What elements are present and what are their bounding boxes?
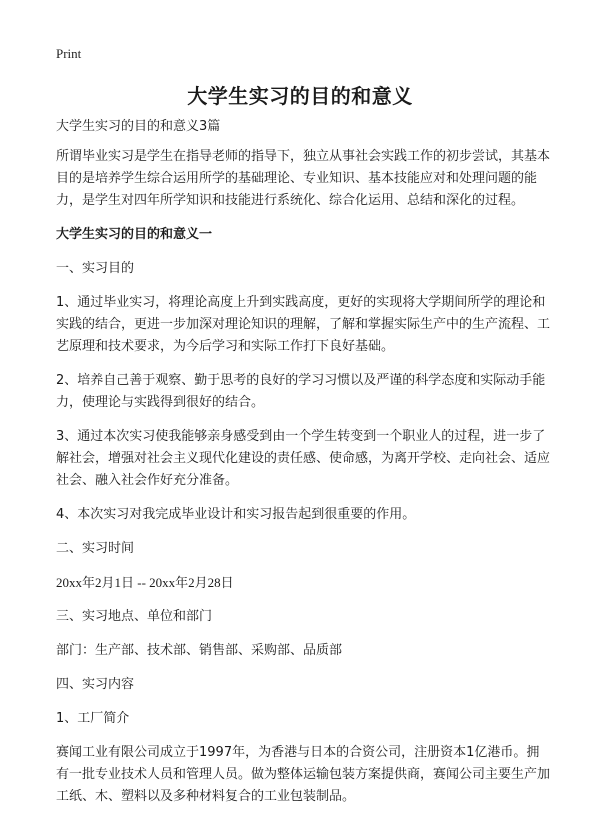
heading-internship-location: 三、实习地点、单位和部门 — [56, 609, 213, 624]
purpose-item-4: 4、本次实习对我完成毕业设计和实习报告起到很重要的作用。 — [56, 507, 416, 522]
intro-paragraph: 所谓毕业实习是学生在指导老师的指导下，独立从事社会实践工作的初步尝试，其基本目的是培养学生综合运用所学的基础理论、专业知识、基本技能应对和处理问题的能力，是学生对四年所学知识和技能进行系统化、综合化运用、总结和深化的过程。 — [56, 149, 551, 208]
document-title: 大学生实习的目的和意义 — [187, 84, 413, 108]
purpose-item-2: 2、培养自己善于观察、勤于思考的良好的学习习惯以及严谨的科学态度和实际动手能力，使理论与实践得到很好的结合。 — [56, 373, 546, 410]
document-subtitle: 大学生实习的目的和意义3篇 — [56, 119, 221, 134]
heading-internship-purpose: 一、实习目的 — [56, 261, 135, 276]
heading-factory-intro: 1、工厂简介 — [56, 711, 130, 726]
purpose-item-3: 3、通过本次实习使我能够亲身感受到由一个学生转变到一个职业人的过程，进一步了解社会，增强对社会主义现代化建设的责任感、使命感，为离开学校、走向社会、适应社会、融入社会作好充分准备。 — [56, 429, 551, 488]
factory-intro-paragraph: 赛闻工业有限公司成立于1997年，为香港与日本的合资公司，注册资本1亿港币。拥有一批专业技术人员和管理人员。做为整体运输包装方案提供商，赛闻公司主要生产加工纸、木、塑料以及多种材料复合的工业包装制品。 — [56, 745, 551, 804]
print-link[interactable]: Print — [56, 46, 82, 61]
heading-internship-content: 四、实习内容 — [56, 677, 135, 692]
document-body — [56, 116, 552, 820]
internship-date-range: 20xx年2月1日 -- 20xx年2月28日 — [56, 575, 234, 590]
purpose-item-1: 1、通过毕业实习，将理论高度上升到实践高度，更好的实现将大学期间所学的理论和实践的结合，更进一步加深对理论知识的理解，了解和掌握实际生产中的生产流程、工艺原理和技术要求，为今后学习和实际工作打下良好基础。 — [56, 295, 551, 354]
departments-line: 部门：生产部、技术部、销售部、采购部、品质部 — [56, 643, 343, 658]
section-heading-part-one: 大学生实习的目的和意义一 — [56, 227, 213, 242]
heading-internship-time: 二、实习时间 — [56, 541, 135, 556]
